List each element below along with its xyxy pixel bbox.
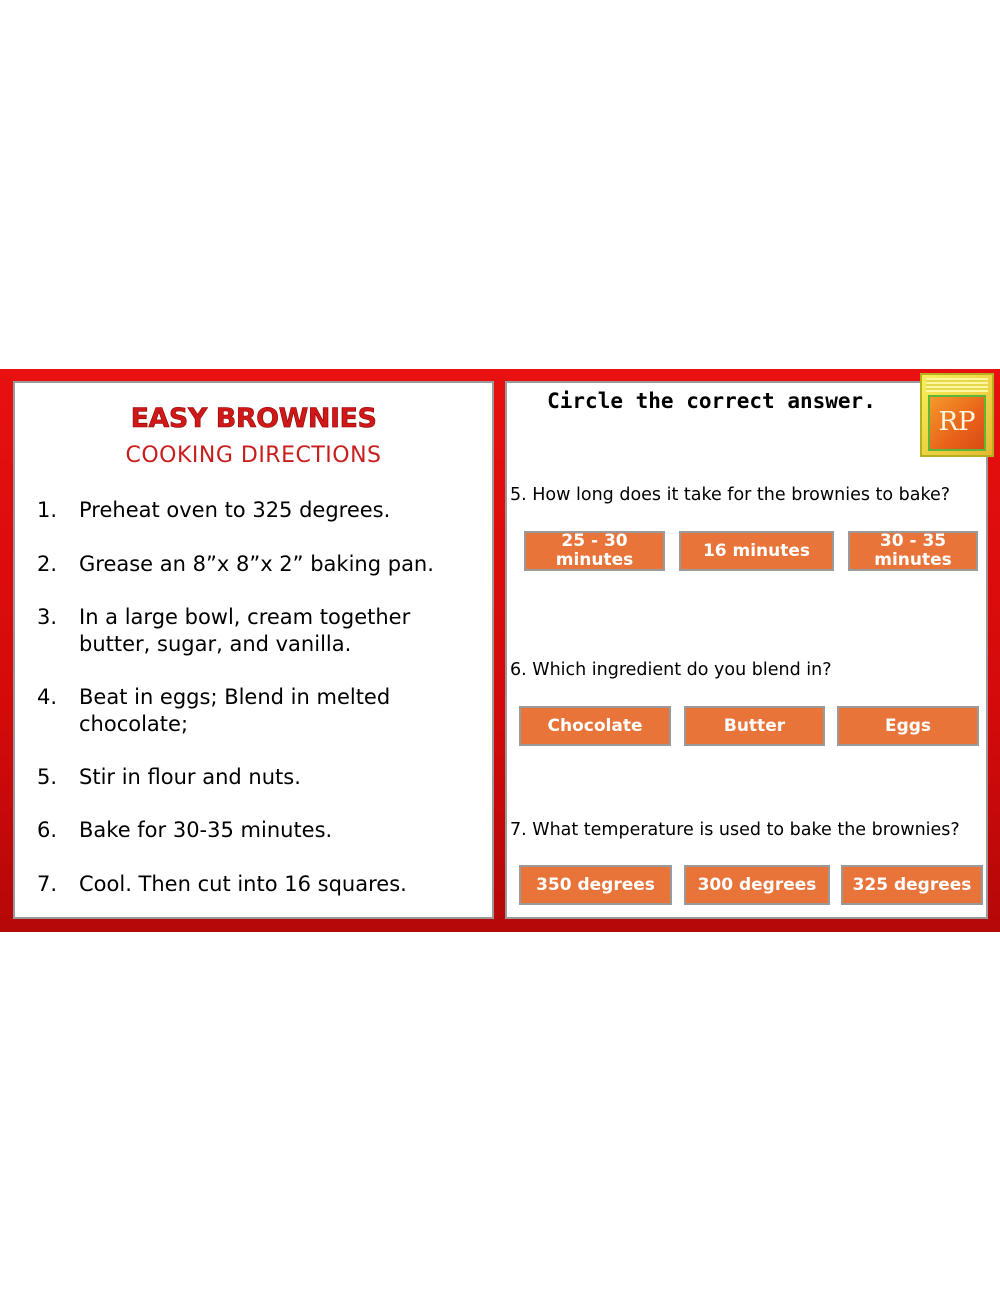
answer-label: 25 - 30	[561, 531, 628, 551]
answer-option[interactable]	[848, 531, 978, 571]
question-5: 5. How long does it take for the brownies to bake?	[510, 485, 951, 505]
answer-label: Eggs	[884, 715, 932, 736]
answer-label-continued: minutes	[555, 550, 634, 570]
step-4	[37, 684, 459, 738]
answer-option[interactable]	[524, 531, 665, 571]
step-text: Bake for 30-35 minutes.	[79, 818, 333, 842]
recipe-subtitle: COOKING DIRECTIONS	[125, 443, 382, 468]
logo-monogram: RP	[928, 395, 986, 451]
step-number: 1.	[37, 498, 58, 522]
step-text: In a large bowl, cream together	[79, 605, 411, 629]
answer-label-continued: minutes	[874, 550, 952, 570]
answer-option[interactable]	[519, 706, 671, 746]
step-number: 2.	[37, 552, 58, 576]
directions-panel	[13, 381, 494, 919]
step-number: 3.	[37, 605, 58, 629]
answer-label: 16 minutes	[702, 540, 811, 561]
quiz-panel	[505, 381, 988, 919]
answer-label: Butter	[723, 715, 786, 736]
step-3	[37, 604, 459, 658]
quiz-instructions: Circle the correct answer.	[547, 389, 876, 413]
step-number: 4.	[37, 685, 58, 709]
step-5	[37, 764, 459, 791]
step-number: 5.	[37, 765, 58, 789]
step-text: Cool. Then cut into 16 squares.	[79, 872, 407, 896]
step-text: Preheat oven to 325 degrees.	[79, 498, 391, 522]
answer-label: 30 - 35	[879, 531, 947, 551]
answer-label: 325 degrees	[852, 874, 972, 895]
step-6	[37, 817, 459, 844]
recipe-title: EASY BROWNIES	[130, 403, 377, 434]
step-number: 6.	[37, 818, 58, 842]
rp-logo	[920, 373, 994, 457]
answer-option[interactable]	[837, 706, 979, 746]
answer-label: 350 degrees	[536, 874, 655, 895]
step-number: 7.	[37, 872, 58, 896]
step-text: Grease an 8”x 8”x 2” baking pan.	[79, 552, 434, 576]
answer-option[interactable]	[684, 706, 825, 746]
logo-stripes	[926, 378, 988, 392]
step-2	[37, 551, 459, 578]
step-text: Stir in flour and nuts.	[79, 765, 301, 789]
answer-label: Chocolate	[547, 715, 643, 736]
worksheet-slide	[0, 369, 1000, 932]
step-text-continued: butter, sugar, and vanilla.	[79, 632, 352, 656]
answer-option[interactable]	[684, 865, 830, 905]
answer-option[interactable]	[841, 865, 983, 905]
step-7	[37, 871, 459, 898]
question-7: 7. What temperature is used to bake the brownies?	[510, 820, 960, 840]
question-6: 6. Which ingredient do you blend in?	[510, 660, 832, 680]
answer-option[interactable]	[519, 865, 672, 905]
step-1	[37, 497, 459, 524]
answer-label: 300 degrees	[697, 874, 817, 895]
answer-option[interactable]	[679, 531, 834, 571]
step-text-continued: chocolate;	[79, 712, 189, 736]
step-text: Beat in eggs; Blend in melted	[79, 685, 391, 709]
